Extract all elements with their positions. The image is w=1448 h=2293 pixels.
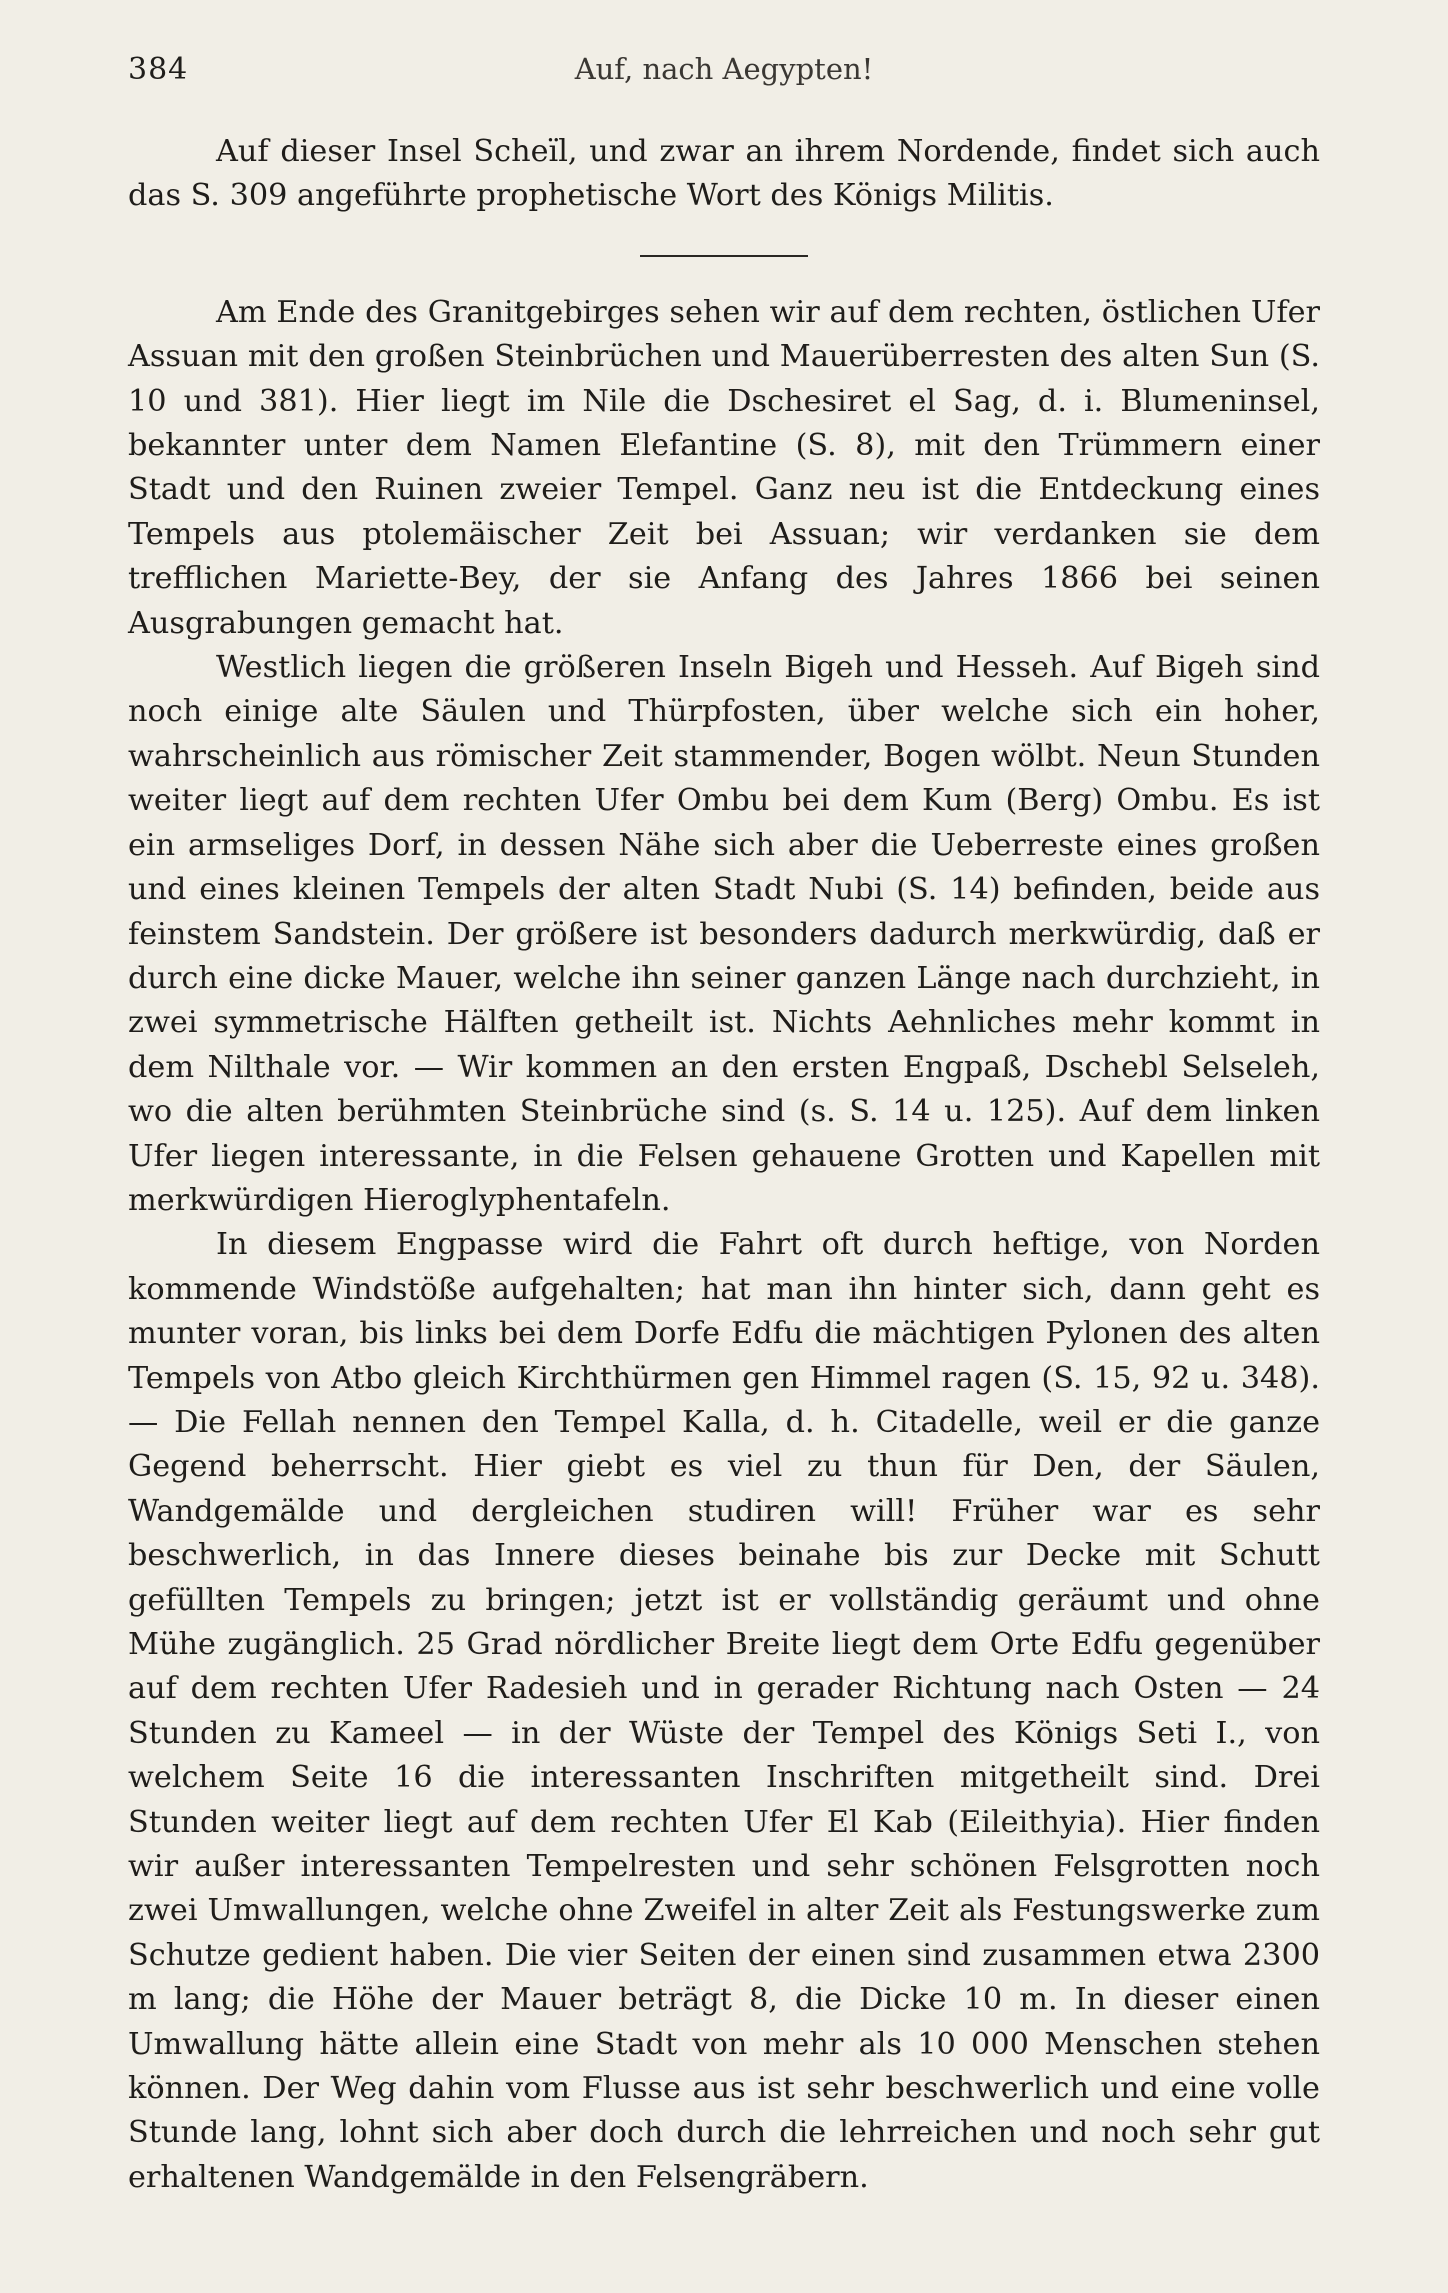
paragraph-assuan: Am Ende des Granitgebirges sehen wir auf dem rechten, östlichen Ufer Assuan mit den großen Steinbrüchen und Mauerüberresten des alten Sun (S. 10 und 381). Hier liegt im Nile die Dschesiret el Sag, d. i. Blumeninsel, bekannter unter dem Namen Elefantine (S. 8), mit den Trümmern einer Stadt und den Ruinen zweier Tempel. Ganz neu ist die Entdeckung eines Tempels aus ptolemäischer Zeit bei Assuan; wir verdanken sie dem trefflichen Mariette-Bey, der sie Anfang des Jahres 1866 bei seinen Ausgrabungen gemacht hat.: [128, 294, 1320, 641]
paragraph-insel-scheil: Auf dieser Insel Scheïl, und zwar an ihrem Nordende, findet sich auch das S. 309 angeführte prophetische Wort des Königs Militis.: [128, 134, 1320, 214]
paragraph-bigeh-ombu: Westlich liegen die größeren Inseln Bigeh und Hesseh. Auf Bigeh sind noch einige alte Säulen und Thürpfosten, über welche sich ein hoher, wahrscheinlich aus römischer Zeit stammender, Bogen wölbt. Neun Stunden weiter liegt auf dem rechten Ufer Ombu bei dem Kum (Berg) Ombu. Es ist ein armseliges Dorf, in dessen Nähe sich aber die Ueberreste eines großen und eines kleinen Tempels der alten Stadt Nubi (S. 14) befinden, beide aus feinstem Sandstein. Der größere ist besonders dadurch merkwürdig, daß er durch eine dicke Mauer, welche ihn seiner ganzen Länge nach durchzieht, in zwei symmetrische Hälften getheilt ist. Nichts Aehnliches mehr kommt in dem Nilthale vor. — Wir kommen an den ersten Engpaß, Dschebl Selseleh, wo die alten berühmten Steinbrüche sind (s. S. 14 u. 125). Auf dem linken Ufer liegen interessante, in die Felsen gehauene Grotten und Kapellen mit merkwürdigen Hieroglyphentafeln.: [128, 650, 1320, 1218]
section-divider: [640, 255, 808, 257]
running-title: Auf, nach Aegypten!: [574, 52, 874, 86]
page-header: [128, 52, 1320, 102]
book-page: [128, 52, 1320, 2200]
page-number: 384: [128, 52, 189, 87]
paragraph-edfu-el-kab: In diesem Engpasse wird die Fahrt oft durch heftige, von Norden kommende Windstöße aufgehalten; hat man ihn hinter sich, dann geht es munter voran, bis links bei dem Dorfe Edfu die mächtigen Pylonen des alten Tempels von Atbo gleich Kirchthürmen gen Himmel ragen (S. 15, 92 u. 348). — Die Fellah nennen den Tempel Kalla, d. h. Citadelle, weil er die ganze Gegend beherrscht. Hier giebt es viel zu thun für Den, der Säulen, Wandgemälde und dergleichen studiren will! Früher war es sehr beschwerlich, in das Innere dieses beinahe bis zur Decke mit Schutt gefüllten Tempels zu bringen; jetzt ist er vollständig geräumt und ohne Mühe zugänglich. 25 Grad nördlicher Breite liegt dem Orte Edfu gegenüber auf dem rechten Ufer Radesieh und in gerader Richtung nach Osten — 24 Stunden zu Kameel — in der Wüste der Tempel des Königs Seti I., von welchem Seite 16 die interessanten Inschriften mitgetheilt sind. Drei Stunden weiter liegt auf dem rechten Ufer El Kab (Eileithyia). Hier finden wir außer interessanten Tempelresten und sehr schönen Felsgrotten noch zwei Umwallungen, welche ohne Zweifel in alter Zeit als Festungswerke zum Schutze gedient haben. Die vier Seiten der einen sind zusammen etwa 2300 m lang; die Höhe der Mauer beträgt 8, die Dicke 10 m. In dieser einen Umwallung hätte allein eine Stadt von mehr als 10 000 Menschen stehen können. Der Weg dahin vom Flusse aus ist sehr beschwerlich und eine volle Stunde lang, lohnt sich aber doch durch die lehrreichen und noch sehr gut erhaltenen Wandgemälde in den Felsengräbern.: [128, 1227, 1320, 2195]
